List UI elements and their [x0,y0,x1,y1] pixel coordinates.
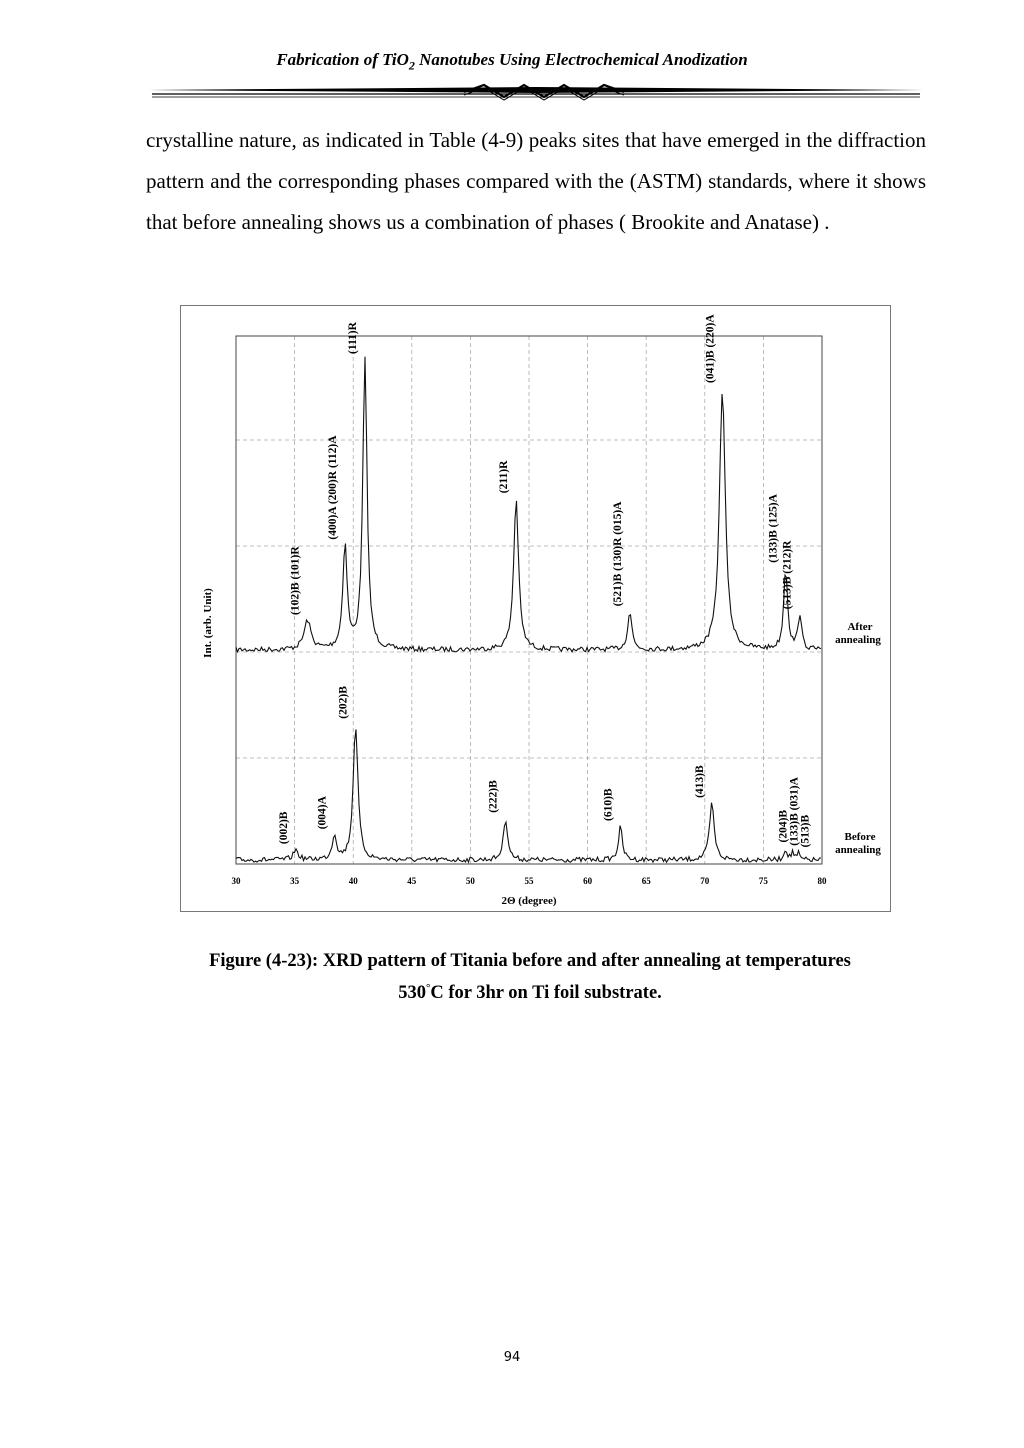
peak-label: (133)B (031)A [788,777,801,846]
peak-label: (521)B (130)R (015)A [611,501,624,607]
peak-label: (204)B [777,809,790,843]
peak-label: (111)R [346,322,359,354]
body-paragraph: crystalline nature, as indicated in Table (4-9) peaks sites that have emerged in the diffraction pattern and the corresponding phases compared with the (ASTM) standards, where it shows that before annealing shows us a combination of phases ( Brookite and Anatase) . [146,128,926,234]
running-header [0,50,1024,73]
caption-line-2 [150,975,910,1007]
figure-caption [150,948,910,1007]
peak-label: (513)B (212)R [781,540,794,610]
peak-label: (002)B [277,811,290,845]
series-name-line: Before [844,831,876,843]
caption-line-2-rest: C for 3hr on Ti foil substrate. [430,983,662,1004]
x-tick-label: 50 [465,876,475,886]
x-tick-label: 40 [348,876,358,886]
header-decorative-rule [146,80,926,104]
peak-label: (400)A (200)R (112)A [327,435,339,540]
x-tick-label: 75 [758,876,768,886]
x-tick-label: 80 [817,876,827,886]
x-axis-label: 2Θ (degree) [501,895,557,907]
header-title-subscript: 2 [408,58,415,73]
xrd-chart [180,305,891,912]
x-tick-label: 70 [700,876,710,886]
x-tick-label: 45 [407,876,417,886]
peak-label: (202)B [337,686,350,719]
x-tick-label: 35 [290,876,300,886]
header-title-post: Nanotubes Using Electrochemical Anodization [414,50,748,69]
x-tick-label: 60 [583,876,593,886]
peak-label: (413)B [693,765,706,798]
peak-label: (222)B [487,780,500,813]
caption-temperature: 530 [398,983,426,1004]
peak-label: (211)R [498,460,511,494]
peak-label: (133)B (125)A [767,494,780,563]
series-name-line: annealing [835,634,881,646]
caption-line-1: Figure (4-23): XRD pattern of Titania before and after annealing at temperatures [209,951,851,971]
header-title-pre: Fabrication of TiO [276,50,409,69]
y-axis-label: Int. (arb. Unit) [202,588,214,658]
degree-symbol: ° [425,982,431,994]
peak-label: (041)B (220)A [704,314,717,383]
peak-label: (004)A [316,796,329,830]
x-tick-label: 30 [231,876,241,886]
series-name-line: annealing [835,844,881,856]
x-tick-label: 65 [641,876,651,886]
peak-label: (102)B (101)R [289,546,302,615]
peak-label: (610)B [602,788,615,821]
page-number: 94 [503,1350,521,1365]
series-name-line: After [847,621,873,633]
x-tick-label: 55 [524,876,534,886]
peak-label: (513)B [799,814,812,848]
